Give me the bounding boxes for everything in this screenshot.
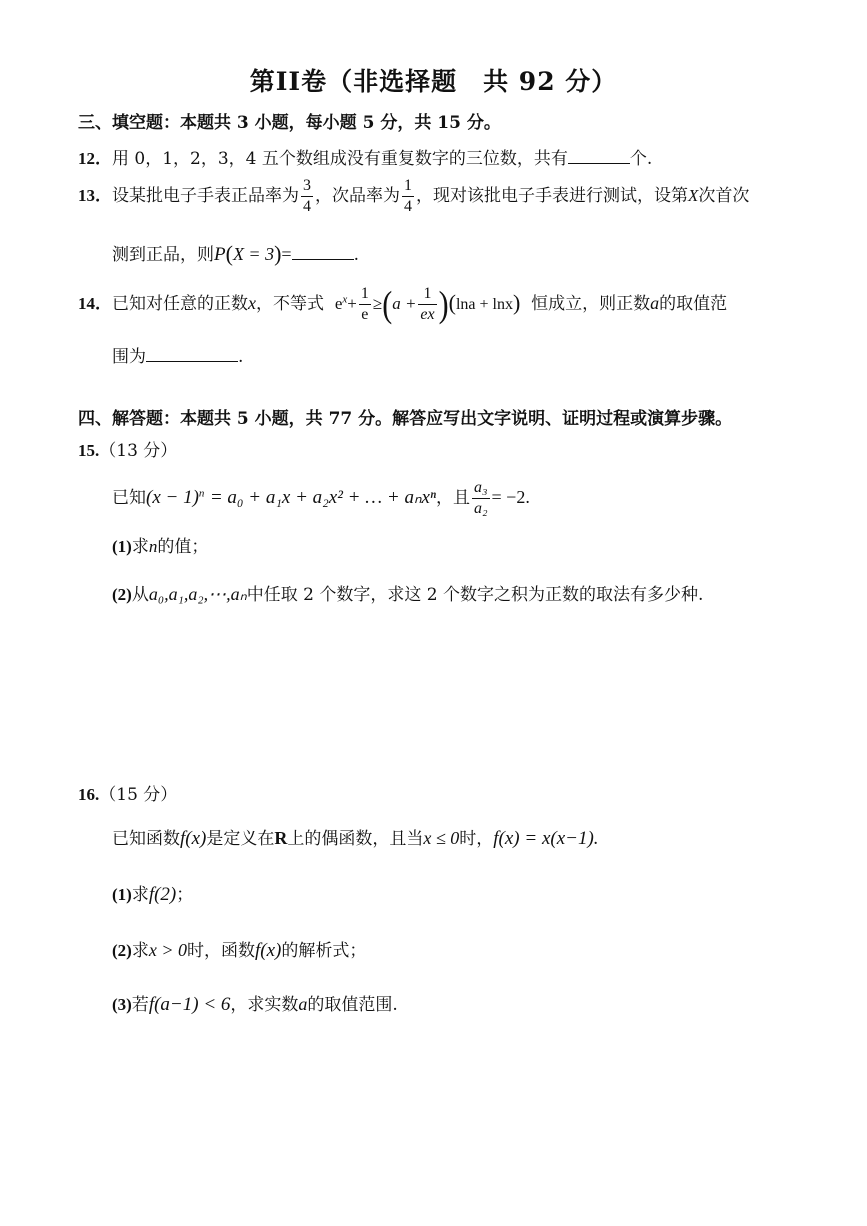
answer-blank-14[interactable] <box>146 347 238 362</box>
question-14-text-b: ，不等式 <box>256 294 324 314</box>
exponent-n: n <box>198 487 205 500</box>
big-paren-close: ) <box>438 283 449 325</box>
question-15-part-1 <box>112 532 208 557</box>
paren-close: ) <box>512 290 521 315</box>
question-15-header <box>78 436 177 461</box>
question-12-number: 12． <box>78 149 112 168</box>
part-2-text-b: 中任取 2 个数字，求这 2 个数字之积为正数的取法有多少种. <box>246 585 704 605</box>
part-2-label: (2) <box>112 585 132 604</box>
question-14 <box>78 283 728 325</box>
question-16-header <box>78 780 177 805</box>
question-16-number: 16. <box>78 785 100 804</box>
question-14-text-d: 的取值范 <box>659 294 728 314</box>
paren-close: ) <box>274 241 282 266</box>
fraction-denominator: 4 <box>404 198 412 215</box>
real-numbers-R: R <box>274 828 288 848</box>
fraction-denominator: ex <box>420 306 435 323</box>
binomial-base: (x − 1) <box>146 487 199 508</box>
question-13-text-a: 设某批电子手表正品率为 <box>112 186 299 206</box>
variable-a: a <box>650 293 660 313</box>
question-15-stem-text: 已知 <box>112 488 146 508</box>
f-of-2: f(2) <box>148 884 177 905</box>
page-title: 第II卷（非选择题 共 92 分） <box>249 67 618 96</box>
question-15-stem <box>112 480 530 517</box>
question-16-part-2 <box>112 936 366 962</box>
question-13-number: 13． <box>78 186 112 205</box>
question-15-number: 15. <box>78 441 100 460</box>
coefficient-list: a₀,a₁,a₂,⋯,aₙ <box>148 584 247 604</box>
paren-open: ( <box>225 241 233 266</box>
part-3-text-a: 若 <box>131 995 149 1015</box>
ge-sign: ≥ <box>372 294 383 313</box>
variable-a: a <box>298 994 308 1014</box>
question-14-line-2-text: 围为 <box>112 347 146 367</box>
function-f-of-x: f(x) <box>254 940 282 961</box>
part-3-text-c: 的取值范围. <box>307 995 398 1015</box>
probability-P: P <box>214 244 226 265</box>
question-14-period: . <box>238 347 244 367</box>
part-1-label: (1) <box>112 885 132 904</box>
fraction-three-quarters <box>301 178 313 215</box>
fraction-a3-over-a2 <box>472 480 490 517</box>
question-13-period: . <box>353 245 359 265</box>
condition-x-gt-0: x > 0 <box>148 940 187 960</box>
fraction-numerator: a₃ <box>472 480 490 499</box>
variable-n: n <box>148 537 158 556</box>
part-3-label: (3) <box>112 995 132 1014</box>
answer-blank-13[interactable] <box>292 245 354 260</box>
question-16-stem <box>112 824 599 850</box>
fraction-numerator: 1 <box>359 286 371 305</box>
question-16-stem-text-a: 已知函数 <box>112 829 180 849</box>
question-15-stem-connector: ，且 <box>435 488 470 508</box>
fraction-numerator: 1 <box>402 178 414 197</box>
question-16-stem-text-c: 上的偶函数，且当 <box>287 829 424 849</box>
question-16-part-1 <box>112 880 193 906</box>
part-2-text-a: 求 <box>131 941 149 961</box>
section-4-heading: 四、解答题：本题共 5 小题，共 77 分。解答应写出文字说明、证明过程或演算步骤。 <box>78 409 733 429</box>
question-16-stem-text-b: 是定义在 <box>206 829 275 849</box>
question-13-line-2-text: 测到正品，则 <box>112 245 214 265</box>
question-16-part-3 <box>112 990 398 1016</box>
part-2-text-c: 的解析式； <box>281 941 367 961</box>
question-14-text-c: 恒成立，则正数 <box>531 294 651 314</box>
question-12-text: 用 0，1，2，3，4 五个数组成没有重复数字的三位数，共有 <box>112 149 568 169</box>
variable-X: X <box>688 186 699 205</box>
fraction-numerator: 3 <box>301 178 313 197</box>
condition-x-le-0: x ≤ 0 <box>423 828 460 848</box>
ratio-value: = −2. <box>491 487 530 507</box>
part-3-text-b: ，求实数 <box>230 995 299 1015</box>
answer-blank-12[interactable] <box>568 149 630 164</box>
fraction-denominator: 4 <box>303 198 311 215</box>
log-sum: lna + lnx <box>455 296 513 313</box>
big-paren-open: ( <box>382 283 393 325</box>
fraction-one-over-ex <box>418 286 436 323</box>
exponent-x: x <box>342 293 348 306</box>
question-16-stem-text-d: 时， <box>459 829 494 849</box>
plus-sign: + <box>347 294 357 313</box>
question-14-line-2 <box>112 342 243 367</box>
question-12 <box>78 144 652 169</box>
function-f-of-x: f(x) <box>180 828 207 849</box>
function-definition: f(x) = x(x−1). <box>493 828 599 849</box>
question-14-text-a: 已知对任意的正数 <box>112 294 248 314</box>
question-13-text-b: ，次品率为 <box>315 186 400 206</box>
fraction-one-quarter <box>402 178 414 215</box>
part-2-text-b: 时，函数 <box>186 941 255 961</box>
equals-sign: = <box>281 244 292 264</box>
euler-e: e <box>334 294 343 313</box>
fraction-denominator: e <box>361 306 369 323</box>
question-13-line-2 <box>112 240 359 267</box>
part-1-label: (1) <box>112 537 132 556</box>
part-1-text-a: 求 <box>131 885 149 905</box>
part-2-label: (2) <box>112 941 132 960</box>
polynomial-expansion: = a₀ + a₁x + a₂x² + … + aₙxⁿ <box>209 487 436 508</box>
part-1-text-b: ； <box>176 885 194 905</box>
fraction-numerator: 1 <box>418 286 436 305</box>
part-1-text-b: 的值； <box>157 537 209 557</box>
question-13-text-d: 次首次 <box>698 186 750 206</box>
inequality-f-a-minus-1: f(a−1) < 6 <box>148 994 231 1015</box>
paren-open: ( <box>448 290 456 315</box>
question-12-text-end: 个. <box>629 149 653 169</box>
question-15-score: （13 分） <box>99 441 178 461</box>
section-3-heading: 三、填空题：本题共 3 小题，每小题 5 分，共 15 分。 <box>78 113 501 133</box>
part-1-text-a: 求 <box>131 537 149 557</box>
question-13-text-c: ，现对该批电子手表进行测试，设第 <box>416 186 688 206</box>
fraction-denominator: a₂ <box>473 500 488 517</box>
probability-event: X = 3 <box>232 244 275 264</box>
fraction-one-over-e <box>359 286 371 323</box>
variable-x: x <box>248 293 256 313</box>
part-2-text-a: 从 <box>131 585 149 605</box>
question-13 <box>78 178 749 215</box>
question-14-number: 14． <box>78 294 112 313</box>
question-16-score: （15 分） <box>99 785 178 805</box>
term-a-plus: a + <box>392 294 417 313</box>
question-15-part-2 <box>112 580 703 605</box>
